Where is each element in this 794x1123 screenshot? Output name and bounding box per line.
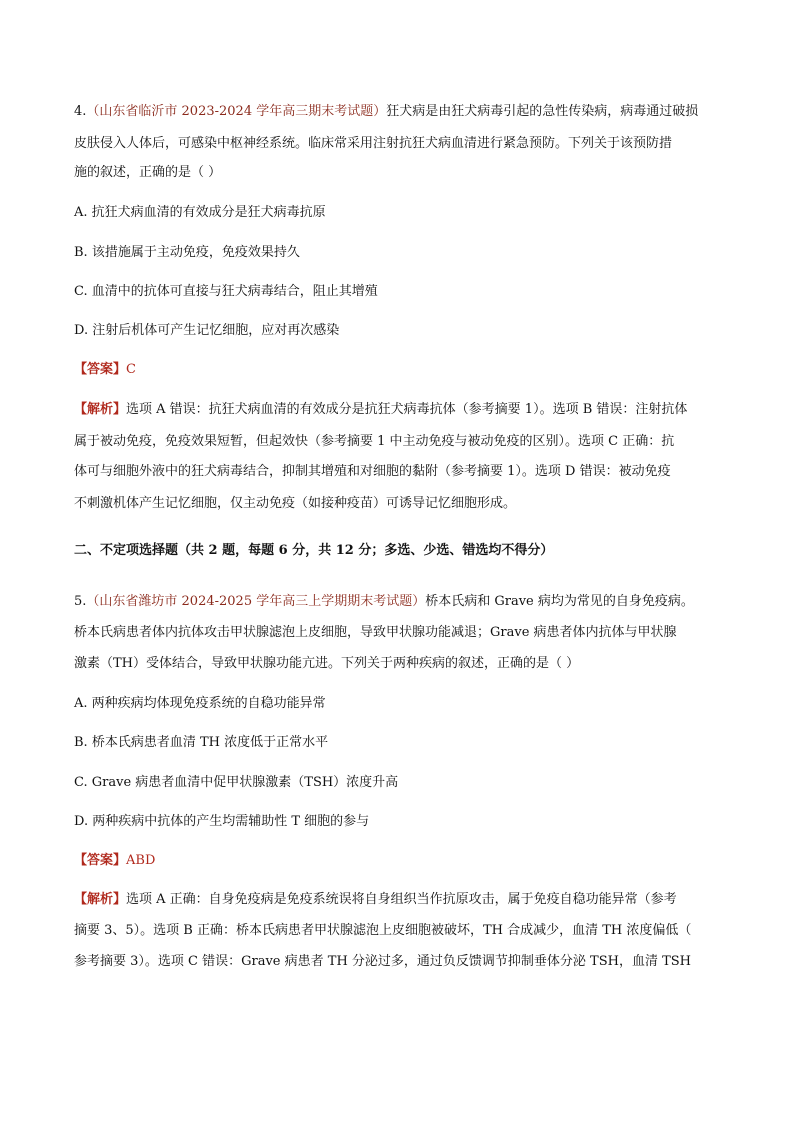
section-2-title: 二、不定项选择题（共 2 题，每题 6 分，共 12 分；多选、少选、错选均不得分） bbox=[74, 543, 554, 558]
q4-answer bbox=[74, 360, 724, 380]
q5-analysis-label: 【解析】 bbox=[74, 892, 127, 907]
q4-stem-line-2: 皮肤侵入人体后，可感染中枢神经系统。临床常采用注射抗狂犬病血清进行紧急预防。下列关于该预防措 bbox=[74, 136, 673, 151]
q5-number: 5. bbox=[74, 594, 87, 609]
q4-stem-line-3: 施的叙述，正确的是（ ） bbox=[74, 165, 222, 180]
q4-analysis-line-2: 属于被动免疫，免疫效果短暂，但起效快（参考摘要 1 中主动免疫与被动免疫的区别）。选项 C 正确：抗 bbox=[74, 434, 675, 449]
q5-stem-line-1 bbox=[74, 592, 724, 612]
q5-analysis-line-3: 参考摘要 3）。选项 C 错误：Grave 病患者 TH 分泌过多，通过负反馈调节抑制垂体分泌 TSH，血清 TSH bbox=[74, 954, 691, 969]
q5-option-b: B. 桥本氏病患者血清 TH 浓度低于正常水平 bbox=[74, 735, 329, 750]
q4-analysis-start: 选项 A 错误：抗狂犬病血清的有效成分是抗狂犬病毒抗体（参考摘要 1）。选项 B 错误：注射抗体 bbox=[126, 402, 688, 417]
q4-analysis-line-3: 体可与细胞外液中的狂犬病毒结合，抑制其增殖和对细胞的黏附（参考摘要 1）。选项 D 错误：被动免疫 bbox=[74, 464, 671, 479]
q5-analysis-line-1 bbox=[74, 890, 724, 910]
q4-analysis-label: 【解析】 bbox=[74, 402, 127, 417]
q5-stem-line-3: 激素（TH）受体结合，导致甲状腺功能亢进。下列关于两种疾病的叙述，正确的是（ ） bbox=[74, 656, 580, 671]
q4-stem-start: 狂犬病是由狂犬病毒引起的急性传染病，病毒通过破损 bbox=[386, 104, 699, 119]
q4-source: （山东省临沂市 2023-2024 学年高三期末考试题） bbox=[86, 104, 387, 119]
q5-stem-line-2: 桥本氏病患者体内抗体攻击甲状腺滤泡上皮细胞，导致甲状腺功能减退；Grave 病患者体内抗体与甲状腺 bbox=[74, 625, 677, 640]
q5-option-a: A. 两种疾病均体现免疫系统的自稳功能异常 bbox=[74, 696, 326, 711]
q4-analysis-line-1 bbox=[74, 400, 724, 420]
q5-option-c: C. Grave 病患者血清中促甲状腺激素（TSH）浓度升高 bbox=[74, 775, 399, 790]
q4-answer-value: C bbox=[126, 362, 136, 377]
q5-answer-label: 【答案】 bbox=[74, 853, 127, 868]
q4-option-b: B. 该措施属于主动免疫，免疫效果持久 bbox=[74, 245, 300, 260]
q4-analysis-line-4: 不刺激机体产生记忆细胞，仅主动免疫（如接种疫苗）可诱导记忆细胞形成。 bbox=[74, 496, 517, 511]
q5-source: （山东省潍坊市 2024-2025 学年高三上学期期末考试题） bbox=[86, 594, 426, 609]
q4-number: 4. bbox=[74, 104, 87, 119]
q5-option-d: D. 两种疾病中抗体的产生均需辅助性 T 细胞的参与 bbox=[74, 814, 370, 829]
q4-option-a: A. 抗狂犬病血清的有效成分是狂犬病毒抗原 bbox=[74, 205, 326, 220]
q5-answer-value: ABD bbox=[126, 853, 156, 868]
q4-option-c: C. 血清中的抗体可直接与狂犬病毒结合，阻止其增殖 bbox=[74, 284, 378, 299]
q4-option-d: D. 注射后机体可产生记忆细胞，应对再次感染 bbox=[74, 323, 340, 338]
q5-answer bbox=[74, 851, 724, 871]
q5-analysis-line-2: 摘要 3、5）。选项 B 正确：桥本氏病患者甲状腺滤泡上皮细胞被破坏，TH 合成减少，血清 TH 浓度偏低（ bbox=[74, 923, 692, 938]
q4-stem-line-1 bbox=[74, 102, 724, 122]
q5-stem-start: 桥本氏病和 Grave 病均为常见的自身免疫病。 bbox=[425, 594, 694, 609]
q4-answer-label: 【答案】 bbox=[74, 362, 127, 377]
q5-analysis-start: 选项 A 正确：自身免疫病是免疫系统误将自身组织当作抗原攻击，属于免疫自稳功能异常（参考 bbox=[126, 892, 677, 907]
